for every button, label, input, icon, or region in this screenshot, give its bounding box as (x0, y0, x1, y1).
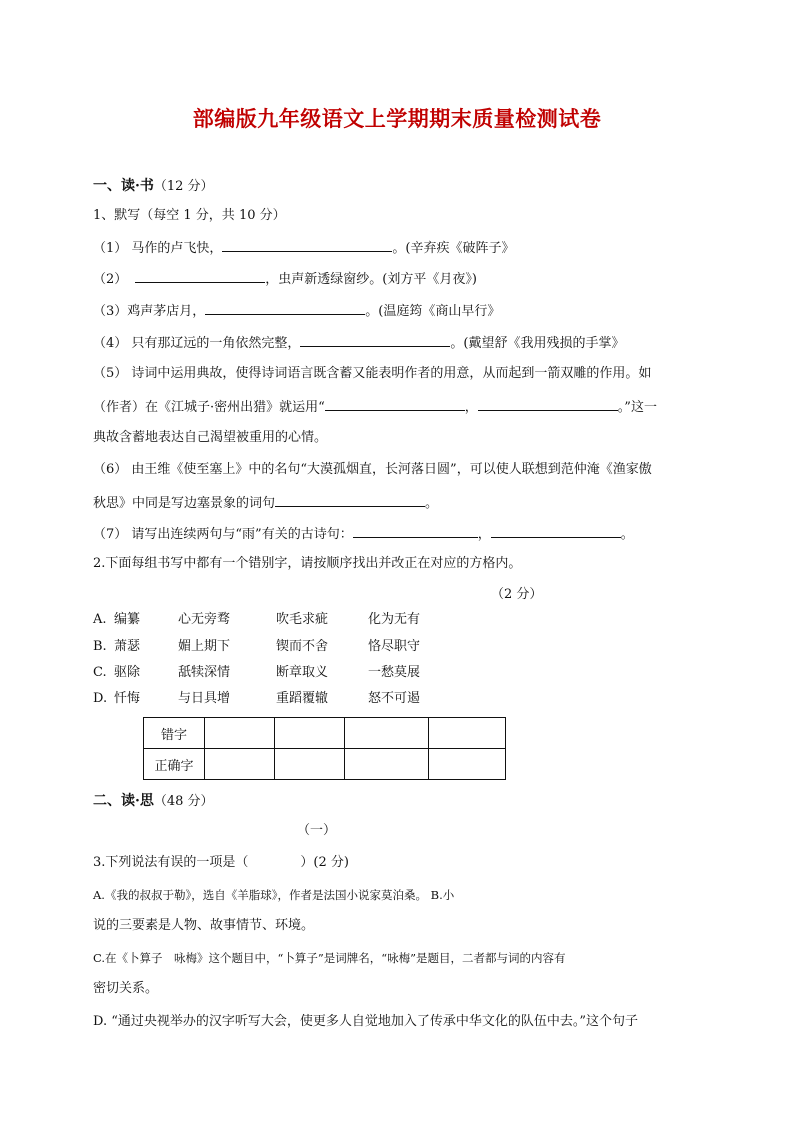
option-key: A. (93, 612, 107, 627)
option-word: 萧瑟 (114, 639, 141, 654)
q1-line2 (93, 269, 477, 289)
q1-label: 1、默写（每空 1 分，共 10 分） (93, 208, 286, 223)
q1-line3-text: （3）鸡声茅店月， (93, 304, 206, 319)
table-row-label: 正确字 (144, 749, 205, 780)
q3-option-a: A.《我的叔叔于勒》，选自《羊脂球》，作者是法国小说家莫泊桑。 B.小 (93, 888, 455, 902)
q1-line1 (93, 238, 514, 258)
section2-title: 二、读·思 (93, 793, 154, 809)
section1-score: （12 分） (153, 179, 214, 194)
q1-line2-num: （2） (93, 272, 128, 287)
q1-line6b (93, 493, 438, 513)
option-word: 与日具增 (178, 691, 231, 706)
q1-line4 (93, 333, 624, 353)
q1-line5c: 典故含蓄地表达自己渴望被重用的心情。 (93, 430, 328, 445)
q3-option-c-cont: 密切关系。 (93, 981, 159, 996)
option-word: 驱除 (114, 665, 141, 680)
option-word: 舐犊深情 (178, 665, 231, 680)
answer-cell[interactable] (275, 718, 345, 749)
option-word: 断章取义 (276, 665, 329, 680)
answer-cell[interactable] (429, 718, 506, 749)
option-word: 编纂 (114, 612, 141, 627)
answer-blank[interactable] (275, 493, 425, 507)
answer-blank[interactable] (135, 269, 265, 283)
q3-label: 3.下列说法有误的一项是（ ）(2 分) (93, 855, 349, 870)
q1-line2-text: ，虫声新透绿窗纱。(刘方平《月夜》) (265, 272, 477, 287)
answer-cell[interactable] (345, 749, 429, 780)
answer-blank[interactable] (222, 238, 392, 252)
q3-option-d: D. “通过央视举办的汉字听写大会，使更多人自觉地加入了传承中华文化的队伍中去。”这个句子 (93, 1014, 639, 1029)
option-key: B. (93, 639, 107, 654)
q1-line7-end: 。 (620, 527, 634, 542)
option-word: 吹毛求疵 (276, 612, 329, 627)
q3-option-c: C.在《卜算子 咏梅》这个题目中，“卜算子”是词牌名，“咏梅”是题目，二者都与词的内容有 (93, 951, 566, 965)
section2-score: （48 分） (153, 794, 214, 809)
answer-blank[interactable] (325, 397, 465, 411)
section1-title: 一、读·书 (93, 178, 154, 194)
answer-blank[interactable] (478, 397, 618, 411)
q1-line7 (93, 524, 634, 544)
q2-score: （2 分） (491, 587, 543, 602)
option-word: 媚上期下 (178, 639, 231, 654)
q1-line1-source: 。(辛弃疾《破阵子》 (392, 241, 515, 256)
q1-line3 (93, 301, 500, 321)
table-row (144, 718, 506, 749)
q1-line6: （6） 由王维《使至塞上》中的名句“大漠孤烟直，长河落日圆”，可以使人联想到范仲淹《渔家傲 (93, 462, 652, 477)
answer-cell[interactable] (205, 718, 275, 749)
option-word: 化为无有 (368, 612, 421, 627)
page-title: 部编版九年级语文上学期期末质量检测试卷 (192, 106, 602, 131)
part-label: （一） (297, 823, 337, 838)
q1-line5-author: （作者）在《江城子·密州出猎》就运用“ (93, 400, 325, 415)
answer-blank[interactable] (491, 524, 621, 538)
option-key: D. (93, 691, 108, 706)
answer-blank[interactable] (205, 301, 365, 315)
q1-line5b (93, 397, 657, 417)
section2-heading (93, 792, 214, 811)
option-word: 一愁莫展 (368, 665, 421, 680)
q1-line7-text: （7） 请写出连续两句与“雨”有关的古诗句： (93, 527, 353, 542)
answer-cell[interactable] (205, 749, 275, 780)
answer-cell[interactable] (275, 749, 345, 780)
option-word: 心无旁骛 (178, 612, 231, 627)
option-word: 恪尽职守 (368, 639, 421, 654)
answer-blank[interactable] (353, 524, 478, 538)
q1-line4-source: 。(戴望舒《我用残损的手掌》 (450, 336, 625, 351)
answer-cell[interactable] (429, 749, 506, 780)
q1-line5-comma: ， (464, 400, 478, 415)
table-row (144, 749, 506, 780)
option-word: 重蹈覆辙 (276, 691, 329, 706)
answer-table (143, 717, 506, 780)
option-word: 忏悔 (114, 691, 141, 706)
q2-label: 2.下面每组书写中都有一个错别字，请按顺序找出并改正在对应的方格内。 (93, 556, 522, 571)
section1-heading (93, 177, 214, 196)
q1-line1-text: （1） 马作的卢飞快， (93, 241, 223, 256)
q1-line6-text: 秋思》中同是写边塞景象的词句 (93, 496, 276, 511)
option-word: 锲而不舍 (276, 639, 329, 654)
q1-line4-text: （4） 只有那辽远的一角依然完整， (93, 336, 301, 351)
option-word: 怒不可遏 (368, 691, 421, 706)
q1-line5: （5） 诗词中运用典故，使得诗词语言既含蓄又能表明作者的用意，从而起到一箭双雕的作用。如 (93, 366, 652, 381)
table-row-label: 错字 (144, 718, 205, 749)
option-key: C. (93, 665, 107, 680)
q1-line3-source: 。(温庭筠《商山早行》 (365, 304, 501, 319)
answer-cell[interactable] (345, 718, 429, 749)
q1-line5-end: 。”这一 (617, 400, 657, 415)
q1-line7-comma: ， (477, 527, 491, 542)
q1-line6-end: 。 (425, 496, 439, 511)
answer-blank[interactable] (300, 333, 450, 347)
q3-option-a-cont: 说的三要素是人物、故事情节、环境。 (93, 918, 315, 933)
